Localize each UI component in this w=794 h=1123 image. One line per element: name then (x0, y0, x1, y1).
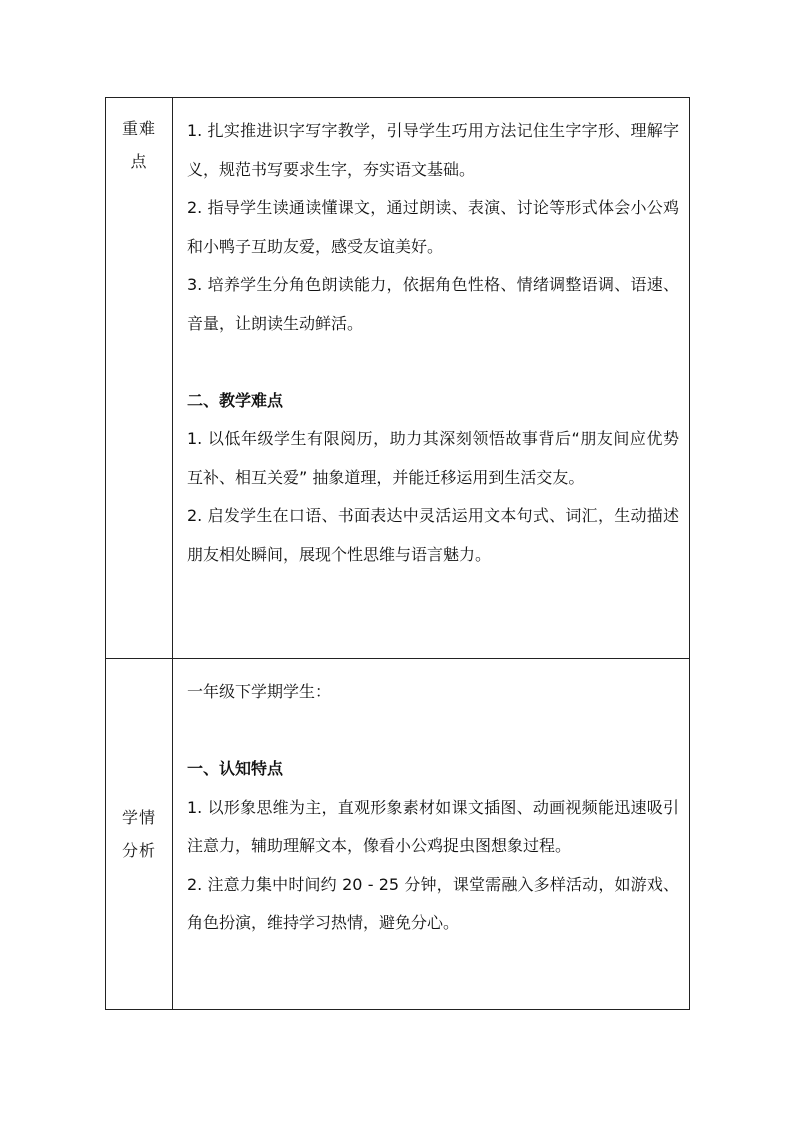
row-label-key-difficult-points (106, 98, 173, 659)
row-content-key-difficult-points (173, 98, 690, 659)
paragraph: 2. 指导学生读通读懂课文，通过朗读、表演、讨论等形式体会小公鸡和小鸭子互助友爱，感受友谊美好。 (187, 198, 679, 256)
row-content-student-analysis (173, 659, 690, 1010)
row-label-line: 重难 (121, 119, 156, 138)
paragraph: 3. 培养学生分角色朗读能力，依据角色性格、情绪调整语调、语速、音量，让朗读生动鲜活。 (187, 275, 679, 333)
blank-line (187, 712, 679, 751)
lesson-plan-table (105, 97, 690, 1010)
paragraph: 2. 启发学生在口语、书面表达中灵活运用文本句式、词汇，生动描述朋友相处瞬间，展现个性思维与语言魅力。 (187, 506, 679, 564)
table-row-student-analysis (106, 659, 690, 1010)
paragraph: 1. 扎实推进识字写字教学，引导学生巧用方法记住生字字形、理解字义，规范书写要求生字，夯实语文基础。 (187, 121, 679, 179)
paragraph: 一年级下学期学生： (187, 682, 332, 701)
section-heading: 二、教学难点 (187, 390, 284, 410)
table-row-key-difficult-points (106, 98, 690, 659)
paragraph: 2. 注意力集中时间约 20 - 25 分钟，课堂需融入多样活动，如游戏、角色扮演，维持学习热情，避免分心。 (187, 874, 679, 932)
section-heading: 一、认知特点 (187, 759, 284, 778)
row-label-line: 点 (130, 152, 148, 171)
blank-line (187, 343, 679, 382)
row-label-line: 学情 (121, 808, 156, 827)
row-label-line: 分析 (121, 841, 156, 860)
row-label-student-analysis (106, 659, 173, 1010)
paragraph: 1. 以形象思维为主，直观形象素材如课文插图、动画视频能迅速吸引注意力，辅助理解文本，像看小公鸡捉虫图想象过程。 (187, 797, 679, 855)
paragraph: 1. 以低年级学生有限阅历，助力其深刻领悟故事背后“朋友间应优势互补、相互关爱” 抽象道理，并能迁移运用到生活交友。 (187, 429, 679, 487)
